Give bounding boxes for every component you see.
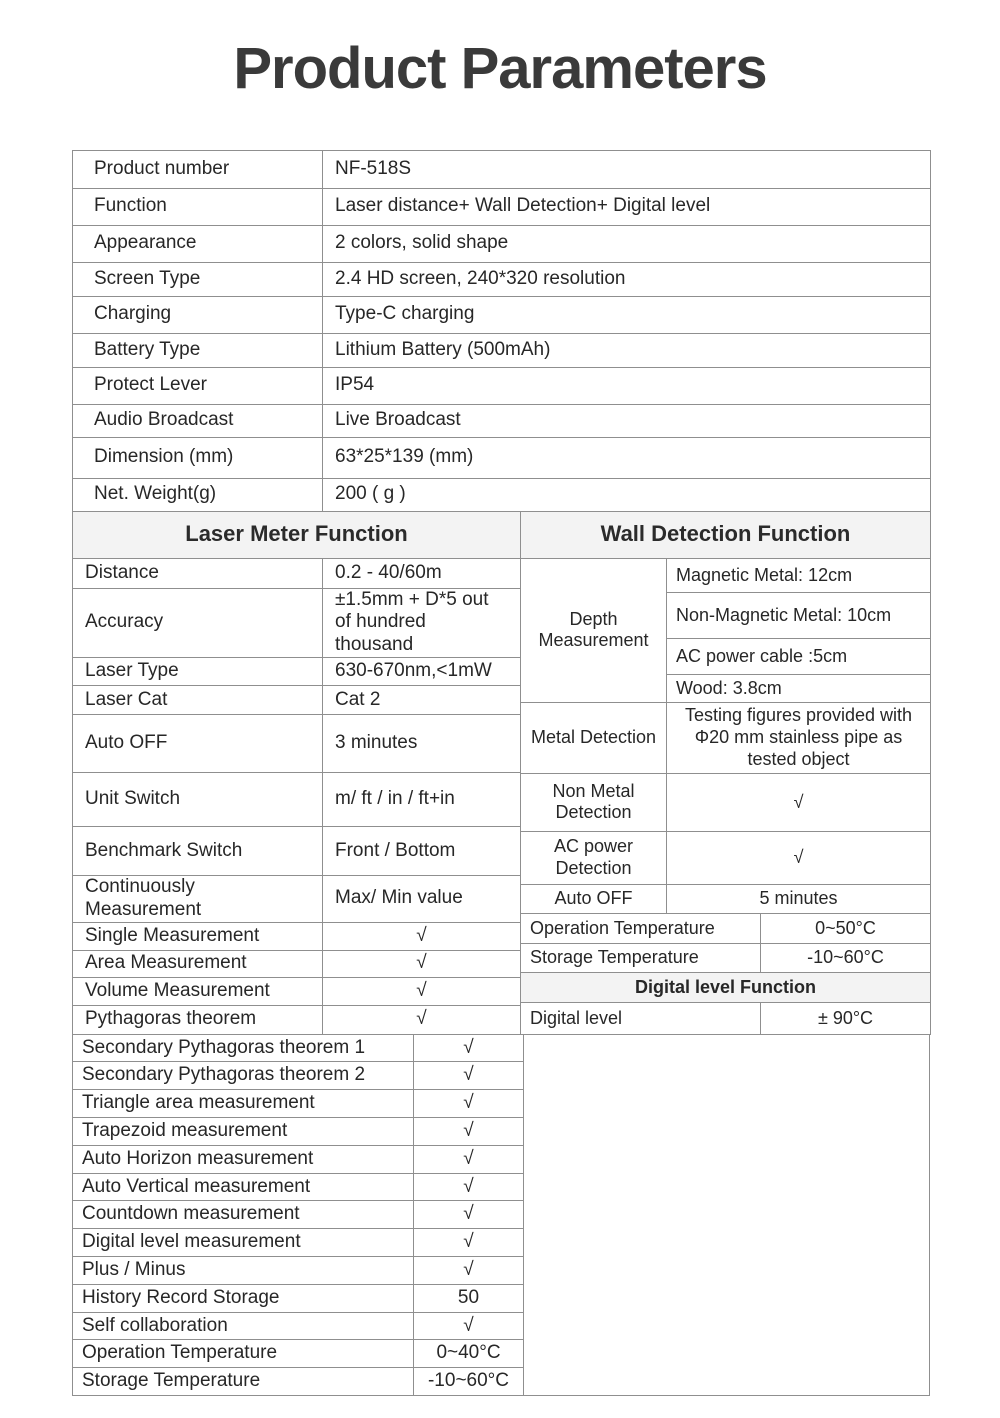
page-title: Product Parameters [233,36,767,101]
spec-label: Dimension (mm) [73,437,323,478]
wall-detection-table [520,558,931,1035]
extra-check: √ [414,1229,524,1257]
feature-value: 630-670nm,<1mW [323,657,521,685]
spec-value: Laser distance+ Wall Detection+ Digital level [323,188,931,225]
extra-value: 50 [414,1284,524,1312]
spec-value: Lithium Battery (500mAh) [323,333,931,367]
spec-value: Live Broadcast [323,404,931,437]
spec-value: IP54 [323,367,931,404]
wall-check: √ [667,773,931,831]
laser-section-header: Laser Meter Function [73,511,521,558]
extra-label: History Record Storage [73,1284,414,1312]
spec-value: NF-518S [323,150,931,188]
extra-label: Storage Temperature [73,1368,414,1396]
wall-label: Metal Detection [521,702,667,773]
wall-value: 5 minutes [667,884,931,913]
feature-check: √ [323,1005,521,1034]
feature-value: 3 minutes [323,714,521,772]
depth-value: Wood: 3.8cm [667,674,931,702]
spec-label: Appearance [73,225,323,262]
extra-label: Auto Vertical measurement [73,1173,414,1201]
extra-value: -10~60°C [414,1368,524,1396]
extra-label: Operation Temperature [73,1340,414,1368]
extra-check: √ [414,1034,524,1062]
spec-value: 200 ( g ) [323,478,931,511]
feature-check: √ [323,977,521,1005]
spec-value: 63*25*139 (mm) [323,437,931,478]
extra-label: Auto Horizon measurement [73,1145,414,1173]
extra-label: Self collaboration [73,1312,414,1340]
spec-value: 2.4 HD screen, 240*320 resolution [323,262,931,296]
extra-label: Secondary Pythagoras theorem 2 [73,1062,414,1090]
feature-label: Accuracy [73,588,323,657]
digital-level-section-header: Digital level Function [521,973,931,1003]
empty-cell [523,1034,930,1396]
spec-label: Screen Type [73,262,323,296]
feature-label: Distance [73,558,323,588]
wall-section-header: Wall Detection Function [521,511,931,558]
extra-label: Secondary Pythagoras theorem 1 [73,1034,414,1062]
depth-value: AC power cable :5cm [667,639,931,675]
spec-value: 2 colors, solid shape [323,225,931,262]
extra-check: √ [414,1117,524,1145]
feature-value: Max/ Min value [323,875,521,922]
laser-meter-table [72,558,521,1035]
spec-label: Product number [73,150,323,188]
extra-check: √ [414,1201,524,1229]
section-header-row [72,511,931,559]
wall-label: Non Metal Detection [521,773,667,831]
spec-table [72,150,931,512]
extra-check: √ [414,1145,524,1173]
spec-label: Battery Type [73,333,323,367]
extra-label: Triangle area measurement [73,1090,414,1118]
wall-value: Testing figures provided with Φ20 mm stainless pipe as tested object [667,702,931,773]
depth-measurement-label: Depth Measurement [521,558,667,702]
depth-value: Non-Magnetic Metal: 10cm [667,593,931,639]
spec-value: Type-C charging [323,296,931,333]
spec-label: Audio Broadcast [73,404,323,437]
feature-check: √ [323,950,521,977]
feature-value: Cat 2 [323,685,521,714]
feature-label: Laser Type [73,657,323,685]
middle-section [72,558,930,1035]
wall-value: ± 90°C [761,1003,931,1034]
extra-label: Trapezoid measurement [73,1117,414,1145]
extra-label: Digital level measurement [73,1229,414,1257]
wall-value: -10~60°C [761,943,931,972]
product-parameters-table [72,150,930,1396]
spec-label: Function [73,188,323,225]
feature-value: ±1.5mm + D*5 out of hundred thousand [323,588,521,657]
feature-label: Volume Measurement [73,977,323,1005]
wall-label: Digital level [521,1003,761,1034]
wall-label: AC power Detection [521,831,667,884]
wall-check: √ [667,831,931,884]
feature-value: m/ ft / in / ft+in [323,772,521,826]
feature-label: Laser Cat [73,685,323,714]
extra-label: Plus / Minus [73,1256,414,1284]
extra-check: √ [414,1256,524,1284]
feature-label: Benchmark Switch [73,826,323,875]
extra-check: √ [414,1090,524,1118]
extra-value: 0~40°C [414,1340,524,1368]
wall-label: Operation Temperature [521,913,761,943]
extra-check: √ [414,1062,524,1090]
spec-label: Net. Weight(g) [73,478,323,511]
feature-label: Continuously Measurement [73,875,323,922]
wall-label: Storage Temperature [521,943,761,972]
feature-label: Pythagoras theorem [73,1005,323,1034]
feature-label: Area Measurement [73,950,323,977]
wall-value: 0~50°C [761,913,931,943]
extra-features-table [72,1034,524,1396]
spec-label: Protect Lever [73,367,323,404]
bottom-section [72,1034,930,1396]
extra-check: √ [414,1312,524,1340]
feature-label: Single Measurement [73,922,323,950]
wall-label: Auto OFF [521,884,667,913]
depth-value: Magnetic Metal: 12cm [667,558,931,592]
feature-label: Auto OFF [73,714,323,772]
extra-label: Countdown measurement [73,1201,414,1229]
feature-value: 0.2 - 40/60m [323,558,521,588]
feature-value: Front / Bottom [323,826,521,875]
feature-label: Unit Switch [73,772,323,826]
feature-check: √ [323,922,521,950]
spec-label: Charging [73,296,323,333]
extra-check: √ [414,1173,524,1201]
